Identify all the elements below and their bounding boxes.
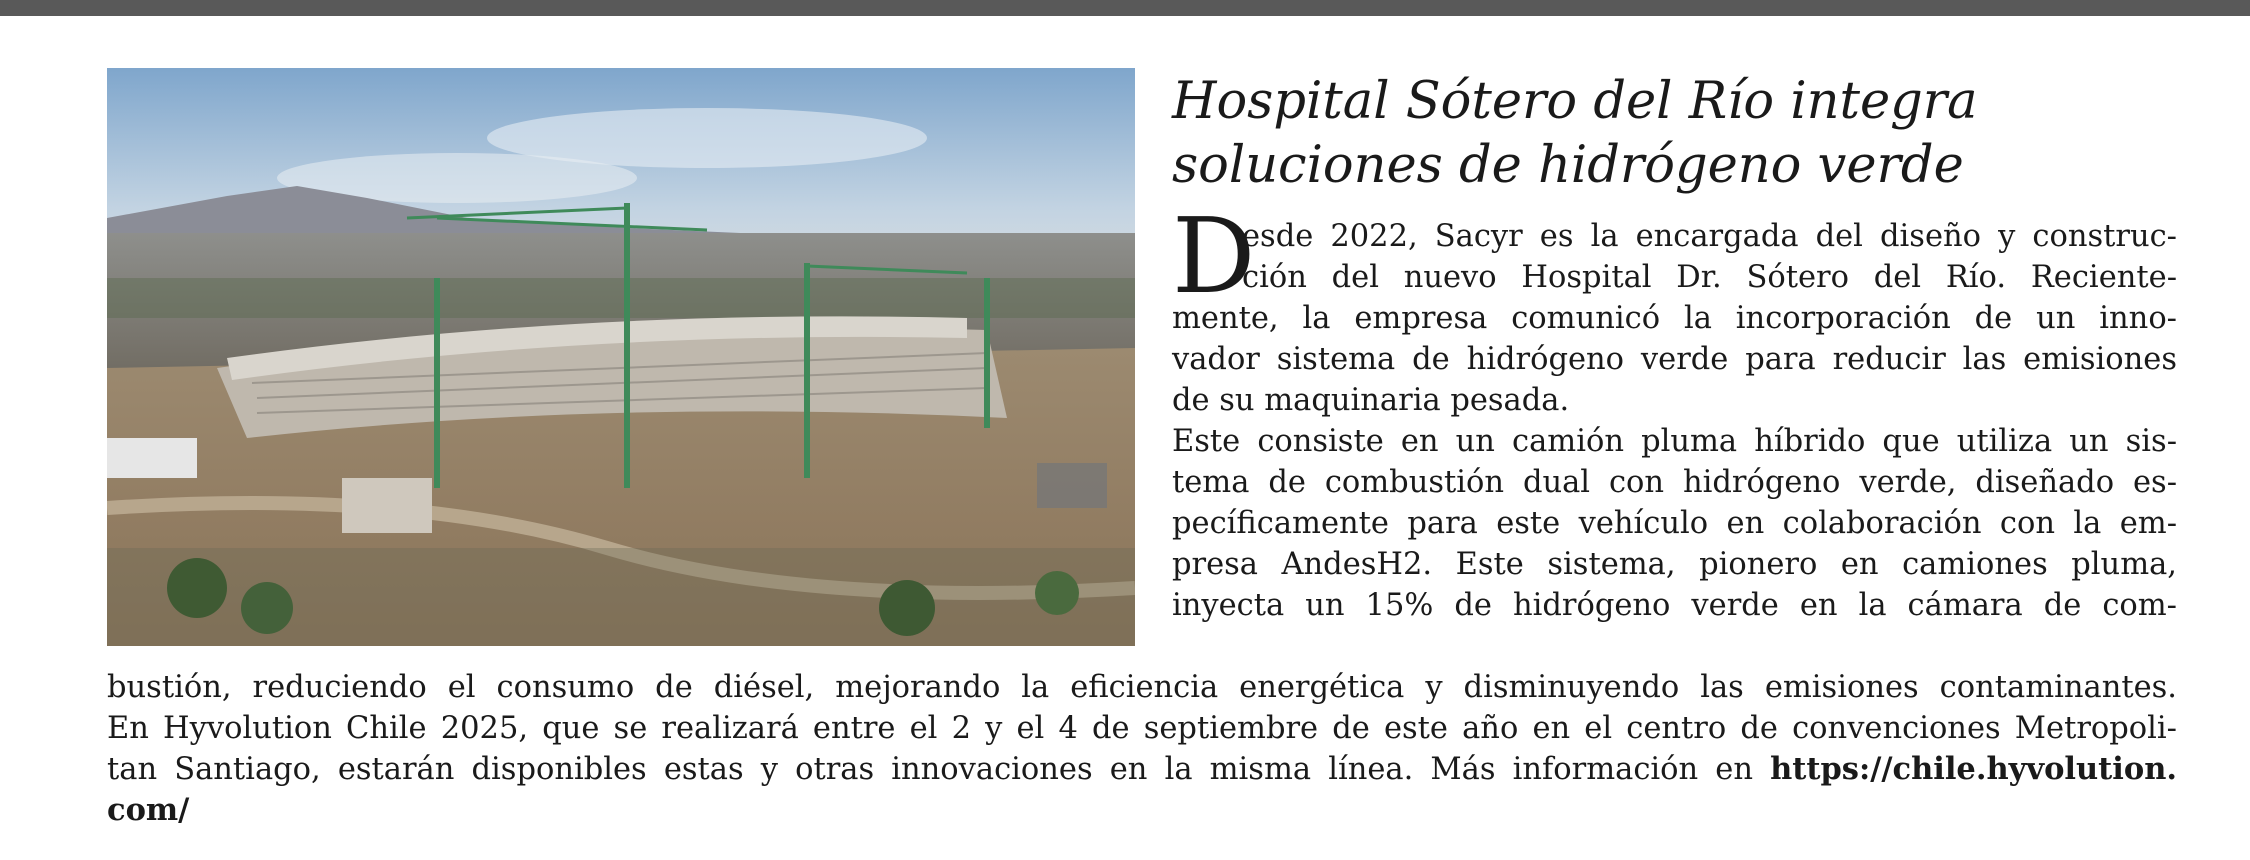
body-line-with-link: [107, 749, 2177, 790]
body-text: tan Santiago, estarán disponibles estas y otras innovaciones en la misma línea. Más información en: [107, 752, 1771, 787]
website-link[interactable]: https://chile.hyvolution.: [1770, 751, 2177, 787]
body-line: mente, la empresa comunicó la incorporación de un inno-: [1172, 301, 2177, 336]
website-link-end[interactable]: com/: [107, 792, 190, 828]
body-line: de su maquinaria pesada.: [1172, 383, 1570, 418]
body-line: vador sistema de hidrógeno verde para reducir las emisiones: [1172, 342, 2177, 377]
body-line: ción del nuevo Hospital Dr. Sótero del Río. Reciente-: [1242, 260, 2177, 295]
drop-cap: D: [1172, 195, 1256, 317]
body-line: Este consiste en un camión pluma híbrido que utiliza un sis-: [1172, 424, 2177, 459]
body-line: inyecta un 15% de hidrógeno verde en la cámara de com-: [1172, 588, 2177, 623]
headline-line-2: soluciones de hidrógeno verde: [1172, 136, 1964, 195]
top-bar: [0, 0, 2250, 16]
body-line: pecíficamente para este vehículo en colaboración con la em-: [1172, 506, 2177, 541]
body-line: tema de combustión dual con hidrógeno verde, diseñado es-: [1172, 465, 2177, 500]
body-line: En Hyvolution Chile 2025, que se realizará entre el 2 y el 4 de septiembre de este año en el centro de convenciones Metropoli-: [107, 711, 2177, 746]
body-line: [107, 790, 2177, 831]
headline-line-1: Hospital Sótero del Río integra: [1172, 72, 1978, 131]
body-line: bustión, reduciendo el consumo de diésel, mejorando la eficiencia energética y disminuyendo las emisiones contaminantes.: [107, 670, 2177, 705]
article-headline: [1172, 70, 2212, 198]
body-line: esde 2022, Sacyr es la encargada del diseño y construc-: [1242, 219, 2177, 254]
article-body-full-width: [107, 667, 2177, 831]
article-body-column: [1172, 216, 2177, 626]
body-line: presa AndesH2. Este sistema, pionero en camiones pluma,: [1172, 547, 2177, 582]
article-photo: [107, 68, 1135, 646]
